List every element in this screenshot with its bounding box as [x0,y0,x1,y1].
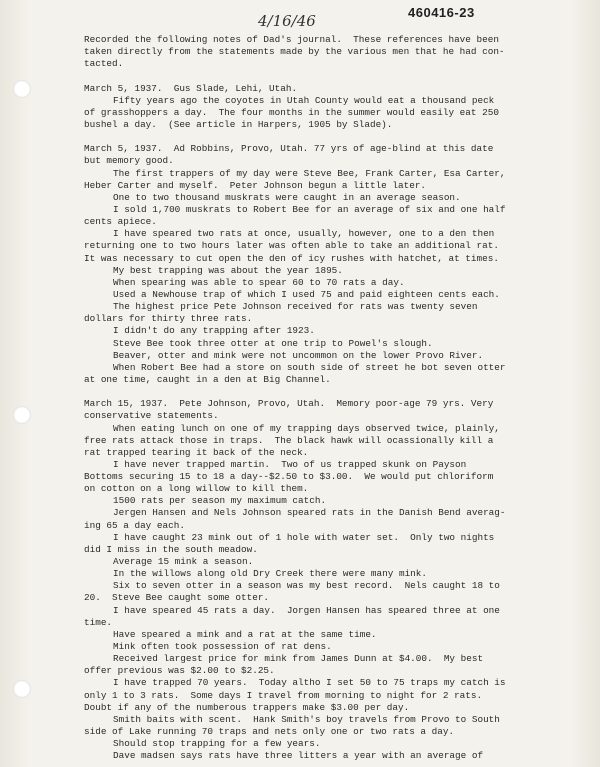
text-line: Should stop trapping for a few years. [113,738,321,750]
text-line: bushel a day. (See article in Harpers, 1905 by Slade). [84,118,393,130]
text-line: I have speared 45 rats a day. Jorgen Hansen has speared three at one [113,604,500,616]
blank-line [84,131,592,143]
text-line: but memory good. [84,155,174,167]
text-line: 20. Steve Bee caught some otter. [84,592,270,604]
text-line: ing 65 a day each. [84,519,185,531]
text-line: I didn't do any trapping after 1923. [113,325,315,337]
text-line: When Robert Bee had a store on south side of street he bot seven otter [113,361,506,373]
text-line: When spearing was able to spear 60 to 70 rats a day. [113,276,405,288]
text-line: One to two thousand muskrats were caught in an average season. [113,191,461,203]
text-line: When eating lunch on one of my trapping days observed twice, plainly, [113,422,500,434]
text-line: My best trapping was about the year 1895. [113,264,343,276]
blank-line [84,70,592,82]
text-line: did I miss in the south meadow. [84,543,258,555]
text-line: March 5, 1937. Gus Slade, Lehi, Utah. [84,82,298,94]
text-line: I have caught 23 mink out of 1 hole with water set. Only two nights [113,531,495,543]
text-line: cents apiece. [84,216,157,228]
text-line: dollars for thirty three rats. [84,313,253,325]
text-line: 1500 rats per season my maximum catch. [113,495,327,507]
text-line: at one time, caught in a den at Big Channel. [84,373,331,385]
text-line: Jergen Hansen and Nels Johnson speared rats in the Danish Bend averag- [113,507,506,519]
text-line: Have speared a mink and a rat at the same time. [113,628,377,640]
text-line: Received largest price for mink from James Dunn at $4.00. My best [113,653,484,665]
text-line: Average 15 mink a season. [113,556,254,568]
text-line: I have trapped 70 years. Today altho I set 50 to 75 traps my catch is [113,677,506,689]
text-line: Used a Newhouse trap of which I used 75 and paid eighteen cents each. [113,288,500,300]
text-line: Heber Carter and myself. Peter Johnson begun a little later. [84,179,427,191]
text-line: time. [84,616,113,628]
text-line: of grasshoppers a day. The four months in the summer would easily eat 250 [84,106,499,118]
punch-hole [13,406,31,424]
text-line: side of Lake running 70 traps and nets only one or two rats a day. [84,726,455,738]
text-line: taken directly from the statements made by the various men that he had con- [84,46,505,58]
text-line: Recorded the following notes of Dad's journal. These references have been [84,34,499,45]
text-line: I have speared two rats at once, usually, however, one to a den then [113,228,495,240]
text-line: March 15, 1937. Pete Johnson, Provo, Utah. Memory poor-age 79 yrs. Very [84,398,494,410]
text-line: Bottoms securing 15 to 18 a day--$2.50 to $3.00. We would put chloriform [84,471,494,483]
text-line: offer previous was $2.00 to $2.25. [84,665,275,677]
text-line: Beaver, otter and mink were not uncommon on the lower Provo River. [113,349,484,361]
text-line: Doubt if any of the numberous trappers make $3.00 per day. [84,701,410,713]
document-number: 460416-23 [408,5,475,20]
text-line: free rats attack those in traps. The black hawk will ocassionally kill a [84,434,494,446]
text-line: In the willows along old Dry Creek there were many mink. [113,568,428,580]
text-line: tacted. [84,58,124,70]
text-line: on cotton on a long willow to kill them. [84,483,309,495]
text-line: I have never trapped martin. Two of us trapped skunk on Payson [113,458,467,470]
text-line: only 1 to 3 rats. Some days I travel from morning to night for 2 rats. [84,689,483,701]
text-line: It was necessary to cut open the den of icy rushes with hatchet, at times. [84,252,499,264]
text-line: Fifty years ago the coyotes in Utah County would eat a thousand peck [113,94,495,106]
blank-line [84,386,592,398]
handwritten-date: 4/16/46 [258,12,316,30]
text-line: I sold 1,700 muskrats to Robert Bee for an average of six and one half [113,203,506,215]
text-line: The highest price Pete Johnson received for rats was twenty seven [113,301,478,313]
typed-notes [84,34,592,762]
text-line: Smith baits with scent. Hank Smith's boy travels from Provo to South [113,713,500,725]
text-line: March 5, 1937. Ad Robbins, Provo, Utah. 77 yrs of age-blind at this date [84,143,494,155]
text-line: returning one to two hours later was often able to take an additional rat. [84,240,499,252]
text-line: Dave madsen says rats have three litters a year with an average of [113,750,484,762]
text-line: conservative statements. [84,410,219,422]
text-line: rat trapped tearing it back of the neck. [84,446,309,458]
text-line: Six to seven otter in a season was my best record. Nels caught 18 to [113,580,500,592]
text-line: Mink often took possession of rat dens. [113,641,332,653]
punch-hole [13,680,31,698]
punch-hole [13,80,31,98]
text-line: Steve Bee took three otter at one trip to Powel's slough. [113,337,433,349]
text-line: The first trappers of my day were Steve Bee, Frank Carter, Esa Carter, [113,167,506,179]
